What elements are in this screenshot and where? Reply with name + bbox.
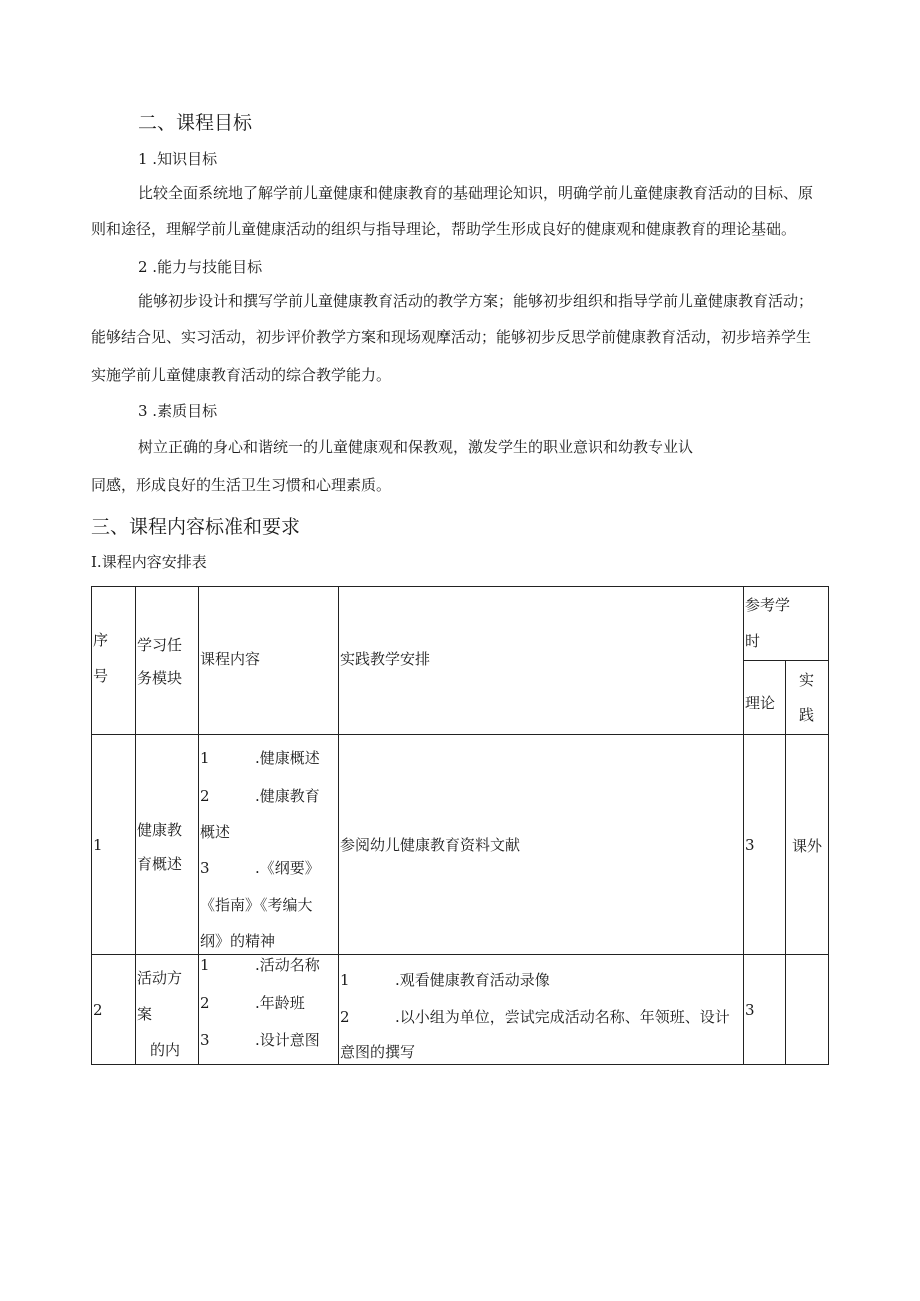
header-text: 务模块	[137, 669, 183, 687]
paragraph-line: 实施学前儿童健康教育活动的综合教学能力。	[91, 366, 392, 384]
practice-line: 2 .以小组为单位，尝试完成活动名称、年领班、设计	[340, 1008, 730, 1026]
header-ref-hours	[744, 587, 829, 661]
header-text: 理论	[745, 694, 776, 712]
header-practice	[339, 587, 744, 735]
course-content-table	[91, 586, 829, 1065]
paragraph-line: 则和途径，理解学前儿童健康活动的组织与指导理论，帮助学生形成良好的健康观和健康教育的理论基础。	[91, 220, 797, 238]
practice-line: 意图的撰写	[340, 1043, 416, 1061]
cell-practical	[786, 735, 829, 955]
cell-practical	[786, 955, 829, 1065]
paragraph-line: 能够初步设计和撰写学前儿童健康教育活动的教学方案；能够初步组织和指导学前儿童健康教育活动；	[138, 292, 814, 310]
table-row	[92, 955, 829, 1065]
cell-text: 案	[137, 1005, 153, 1023]
cell-text: 3	[745, 1001, 755, 1019]
header-text: 实践教学安排	[340, 650, 431, 668]
cell-module	[136, 955, 199, 1065]
cell-text: 课外	[792, 837, 823, 855]
cell-text: 2	[93, 1001, 103, 1019]
cell-practice	[339, 955, 744, 1065]
paragraph-line: 树立正确的身心和谐统一的儿童健康观和保教观，激发学生的职业意识和幼教专业认	[138, 438, 694, 456]
content-line: 1 .健康概述	[200, 749, 320, 767]
content-line: 概述	[200, 823, 231, 841]
header-text: 号	[93, 667, 109, 685]
header-content	[199, 587, 339, 735]
item-title-ability: 2 .能力与技能目标	[138, 258, 263, 276]
cell-text: 育概述	[137, 855, 183, 873]
cell-text: 健康教	[137, 821, 183, 839]
section-heading-content-standards: 三、课程内容标准和要求	[91, 516, 301, 538]
content-line: 1 .活动名称	[200, 956, 320, 974]
header-text: 参考学	[745, 596, 791, 614]
cell-text: 参阅幼儿健康教育资料文献	[340, 836, 521, 854]
header-text: 序	[93, 631, 109, 649]
paragraph-line: 能够结合见、实习活动，初步评价教学方案和现场观摩活动；能够初步反思学前健康教育活动，初步培养学生	[91, 328, 812, 346]
header-seq	[92, 587, 136, 735]
content-line: 纲》的精神	[200, 932, 276, 950]
header-practical	[786, 661, 829, 735]
paragraph-line: 同感，形成良好的生活卫生习惯和心理素质。	[91, 476, 392, 494]
header-text: 学习任	[137, 636, 183, 654]
header-text: 课程内容	[200, 650, 261, 668]
cell-theory	[744, 955, 786, 1065]
section-heading-course-goals: 二、课程目标	[138, 112, 253, 134]
item-title-quality: 3 .素质目标	[138, 402, 218, 420]
content-line: 3 .《纲要》	[200, 859, 320, 877]
content-line: 2 .年龄班	[200, 994, 305, 1012]
header-text: 践	[799, 706, 815, 724]
header-text: 实	[799, 671, 815, 689]
cell-text: 3	[745, 836, 755, 854]
table-caption: I.课程内容安排表	[91, 553, 207, 571]
cell-content	[199, 735, 339, 955]
cell-module	[136, 735, 199, 955]
cell-practice	[339, 735, 744, 955]
cell-seq	[92, 735, 136, 955]
content-line: 3 .设计意图	[200, 1031, 320, 1049]
header-theory	[744, 661, 786, 735]
cell-theory	[744, 735, 786, 955]
content-line: 2 .健康教育	[200, 787, 320, 805]
item-title-knowledge: 1 .知识目标	[138, 150, 218, 168]
practice-line: 1 .观看健康教育活动录像	[340, 971, 550, 989]
cell-text: 的内	[150, 1041, 181, 1059]
table-row	[92, 735, 829, 955]
header-module	[136, 587, 199, 735]
cell-text: 活动方	[137, 969, 183, 987]
table-header-row	[92, 587, 829, 661]
cell-text: 1	[93, 836, 103, 854]
content-line: 《指南》《考编大	[200, 896, 313, 914]
cell-seq	[92, 955, 136, 1065]
header-text: 时	[745, 632, 761, 650]
paragraph-line: 比较全面系统地了解学前儿童健康和健康教育的基础理论知识，明确学前儿童健康教育活动的目标、原	[138, 184, 814, 202]
cell-content	[199, 955, 339, 1065]
